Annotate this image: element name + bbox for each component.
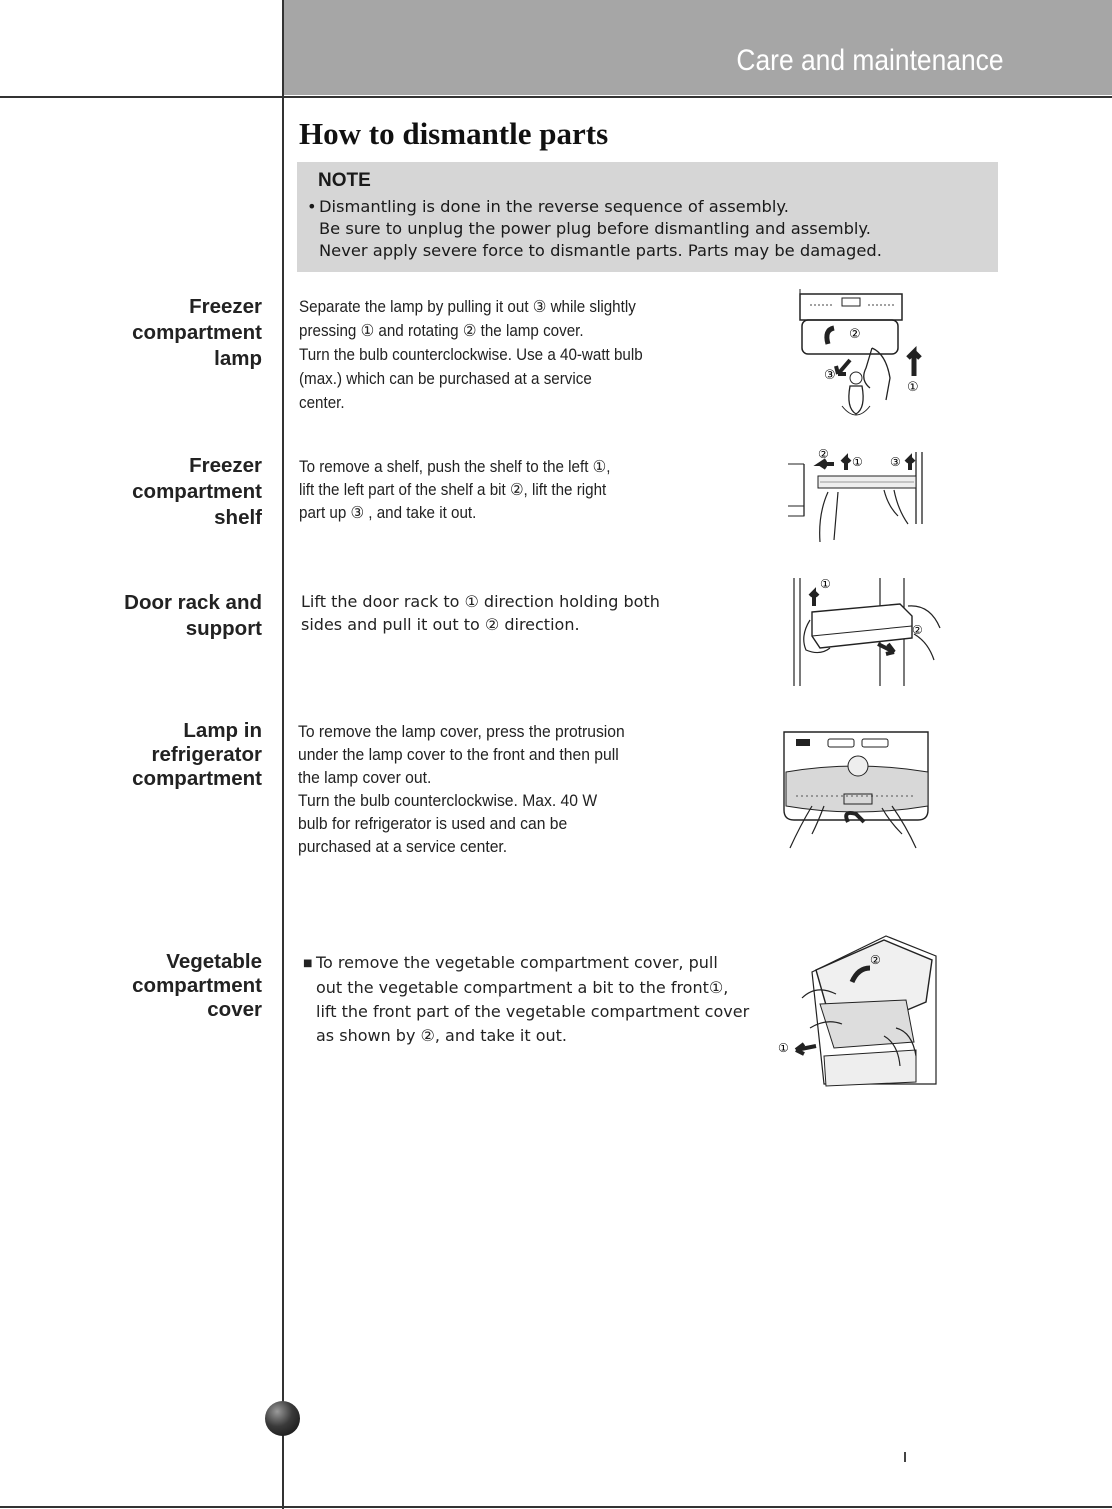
step-label: ② <box>870 953 881 967</box>
chapter-title: Care and maintenance <box>736 44 1004 77</box>
section-text-freezer-lamp: Separate the lamp by pulling it out ③ while slightly pressing ① and rotating ② the lamp cover. Turn the bulb counterclockwise. Use a 40-watt bulb (max.) which can be purchased at a service center. <box>299 298 643 412</box>
step-label: ② <box>849 327 861 342</box>
page-title: How to dismantle parts <box>299 116 609 151</box>
section-text-door-rack: Lift the door rack to ① direction holding both sides and pull it out to ② direction. <box>301 592 660 634</box>
note-line: Be sure to unplug the power plug before dismantling and assembly. <box>319 219 871 238</box>
step-label: ① <box>820 577 831 591</box>
section-text-refrigerator-lamp: To remove the lamp cover, press the protrusion under the lamp cover to the front and then pull the lamp cover out. Turn the bulb counterclockwise. Max. 40 W bulb for refrigerator is used and can be purchased at a service center. <box>298 723 625 856</box>
vegetable-cover-illustration <box>776 932 942 1090</box>
left-margin-rule <box>282 0 284 1509</box>
note-body <box>307 196 882 262</box>
freezer-lamp-illustration <box>790 288 950 428</box>
note-line: • Dismantling is done in the reverse sequence of assembly. <box>307 197 789 216</box>
freezer-shelf-illustration <box>784 444 934 548</box>
step-label: ① <box>852 455 863 469</box>
section-label-freezer-lamp: Freezer compartment lamp <box>132 295 262 370</box>
header-rule <box>0 96 1112 98</box>
section-label-vegetable-cover: Vegetable compartment cover <box>132 950 262 1021</box>
section-text-vegetable-cover: ■ To remove the vegetable compartment cover, pull out the vegetable compartment a bit to the front①, lift the front part of the vegetable compartment cover as shown by ②, and take it out. <box>303 953 750 1045</box>
step-label: ③ <box>890 455 901 469</box>
footer-rule <box>0 1506 1112 1508</box>
note-box <box>297 162 998 272</box>
step-label: ① <box>778 1041 789 1055</box>
header-bar <box>284 0 1112 95</box>
bullet: ■ <box>303 958 313 969</box>
section-text-freezer-shelf: To remove a shelf, push the shelf to the left ①, lift the left part of the shelf a bit ②, lift the right part up ③ , and take it out. <box>299 458 611 522</box>
section-label-refrigerator-lamp: Lamp in refrigerator compartment <box>132 719 262 790</box>
note-line: Never apply severe force to dismantle parts. Parts may be damaged. <box>319 241 882 260</box>
bullet: • <box>307 197 317 216</box>
step-label: ③ <box>824 368 836 383</box>
door-rack-illustration <box>790 576 942 688</box>
section-label-door-rack: Door rack and support <box>124 591 262 640</box>
step-label: ① <box>907 380 919 395</box>
refrigerator-lamp-illustration <box>782 730 934 852</box>
page-marker-dot-icon <box>265 1401 300 1436</box>
step-label: ② <box>912 623 923 637</box>
section-label-freezer-shelf: Freezer compartment shelf <box>132 454 262 529</box>
page-number-mark <box>904 1452 906 1462</box>
note-title: NOTE <box>318 170 371 191</box>
step-label: ② <box>818 447 829 461</box>
